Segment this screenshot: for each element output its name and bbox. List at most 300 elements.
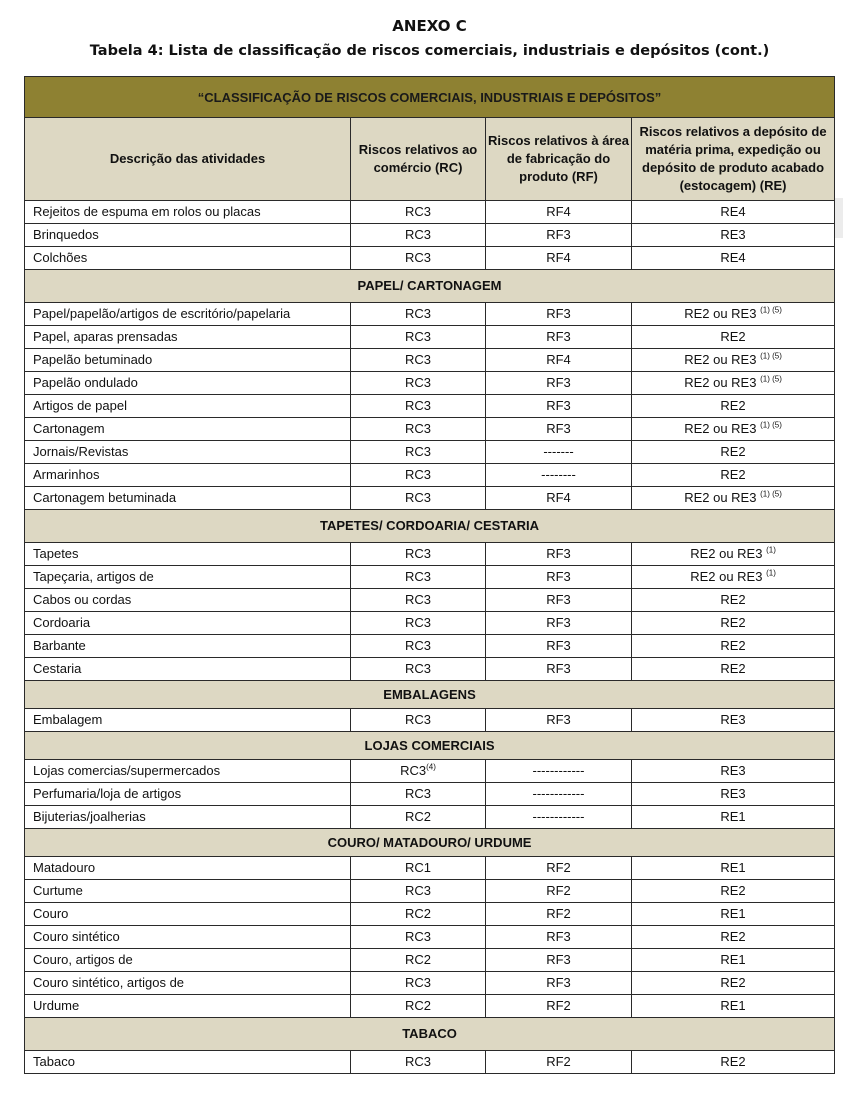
activity-description: [25, 395, 351, 418]
activity-description: [25, 201, 351, 224]
activity-description: [25, 543, 351, 566]
re-cell-text: RE2 ou RE3: [684, 421, 757, 436]
activity-description-text: Couro sintético, artigos de: [33, 975, 185, 990]
activity-description-text: Tapeçaria, artigos de: [33, 569, 154, 584]
rf-cell: [486, 612, 632, 635]
activity-description-text: Perfumaria/loja de artigos: [33, 786, 182, 801]
rf-cell-text: RF2: [546, 998, 571, 1013]
activity-description-text: Curtume: [33, 883, 83, 898]
table-row: [25, 441, 835, 464]
rc-cell: [351, 926, 486, 949]
rc-cell-text: RC3: [404, 306, 431, 321]
activity-description: [25, 487, 351, 510]
table-row: [25, 487, 835, 510]
rf-cell: [486, 247, 632, 270]
re-cell-text: RE2: [720, 444, 746, 459]
column-header-re: Riscos relativos a depósito de matéria prima, expedição ou depósito de produto acabado (estocagem) (RE): [632, 118, 835, 201]
re-cell: [632, 395, 835, 418]
table-row: [25, 857, 835, 880]
rc-cell-text: RC3: [404, 421, 431, 436]
table-row: [25, 635, 835, 658]
re-cell-text: RE4: [720, 250, 746, 265]
rc-cell-text: RC2: [404, 998, 431, 1013]
re-cell-text: RE2 ou RE3: [684, 352, 757, 367]
activity-description: [25, 464, 351, 487]
re-cell: [632, 926, 835, 949]
rc-cell-text: RC2: [404, 906, 431, 921]
activity-description-text: Papelão ondulado: [33, 375, 138, 390]
scan-shadow: [835, 198, 843, 238]
re-cell-text: RE2 ou RE3: [690, 546, 763, 561]
footnote-marker: (1) (5): [760, 305, 782, 315]
re-cell-text: RE2: [720, 398, 746, 413]
footnote-marker: (1) (5): [760, 351, 782, 361]
re-cell-text: RE2 ou RE3: [684, 375, 757, 390]
column-header-row: [25, 118, 835, 201]
re-cell-text: RE1: [720, 860, 746, 875]
re-cell-text: RE2: [720, 638, 746, 653]
rc-cell-text: RC3: [404, 352, 431, 367]
rc-cell: [351, 201, 486, 224]
rf-cell-text: RF3: [546, 615, 571, 630]
rc-cell: [351, 1051, 486, 1074]
rf-cell-text: RF3: [546, 975, 571, 990]
rf-cell-text: ------------: [532, 809, 585, 824]
table-row: [25, 349, 835, 372]
activity-description-text: Matadouro: [33, 860, 96, 875]
table-row: [25, 806, 835, 829]
table-row: [25, 612, 835, 635]
section-title: EMBALAGENS: [25, 681, 835, 709]
footnote-marker: (1) (5): [760, 489, 782, 499]
rf-cell: [486, 589, 632, 612]
table-row: [25, 303, 835, 326]
activity-description: [25, 1051, 351, 1074]
table-row: [25, 995, 835, 1018]
table-title: “CLASSIFICAÇÃO DE RISCOS COMERCIAIS, INDUSTRIAIS E DEPÓSITOS”: [25, 77, 835, 118]
rf-cell: [486, 949, 632, 972]
activity-description: [25, 372, 351, 395]
section-title: COURO/ MATADOURO/ URDUME: [25, 829, 835, 857]
rf-cell-text: RF2: [546, 1054, 571, 1069]
re-cell-text: RE1: [720, 998, 746, 1013]
rf-cell-text: RF4: [546, 352, 571, 367]
rf-cell: [486, 806, 632, 829]
re-cell: [632, 464, 835, 487]
rc-cell: [351, 709, 486, 732]
rc-cell: [351, 949, 486, 972]
table-body: [25, 201, 835, 1074]
rf-cell: [486, 201, 632, 224]
rf-cell-text: RF3: [546, 952, 571, 967]
rf-cell-text: RF2: [546, 860, 571, 875]
activity-description-text: Papel/papelão/artigos de escritório/papelaria: [33, 306, 291, 321]
footnote-marker: (1): [766, 568, 776, 578]
rc-cell: [351, 635, 486, 658]
rf-cell: [486, 543, 632, 566]
rf-cell: [486, 303, 632, 326]
table-row: [25, 418, 835, 441]
rf-cell: [486, 995, 632, 1018]
rf-cell-text: RF3: [546, 227, 571, 242]
rf-cell-text: --------: [541, 467, 576, 482]
re-cell-text: RE1: [720, 952, 746, 967]
activity-description-text: Tapetes: [33, 546, 79, 561]
rc-cell: [351, 464, 486, 487]
activity-description: [25, 589, 351, 612]
re-cell: [632, 441, 835, 464]
rf-cell: [486, 326, 632, 349]
activity-description: [25, 926, 351, 949]
activity-description-text: Cartonagem: [33, 421, 105, 436]
re-cell-text: RE2: [720, 1054, 746, 1069]
re-cell-text: RE2: [720, 592, 746, 607]
activity-description: [25, 806, 351, 829]
rc-cell-text: RC3: [404, 398, 431, 413]
rf-cell-text: ------------: [532, 763, 585, 778]
rf-cell-text: ------------: [532, 786, 585, 801]
rf-cell: [486, 783, 632, 806]
re-cell: [632, 972, 835, 995]
rc-cell-text: RC3: [404, 375, 431, 390]
activity-description-text: Rejeitos de espuma em rolos ou placas: [33, 204, 261, 219]
activity-description: [25, 709, 351, 732]
rf-cell: [486, 395, 632, 418]
risk-classification-table: [24, 76, 835, 1074]
re-cell-text: RE2: [720, 975, 746, 990]
rf-cell-text: RF3: [546, 712, 571, 727]
table-row: [25, 464, 835, 487]
rf-cell-text: RF3: [546, 592, 571, 607]
rc-cell: [351, 441, 486, 464]
activity-description-text: Couro: [33, 906, 69, 921]
activity-description: [25, 418, 351, 441]
rf-cell: [486, 441, 632, 464]
rf-cell-text: RF3: [546, 569, 571, 584]
activity-description-text: Cestaria: [33, 661, 82, 676]
rc-cell: [351, 418, 486, 441]
section-header-row: [25, 510, 835, 543]
rc-cell-text: RC3: [404, 929, 431, 944]
footnote-marker: (1) (5): [760, 374, 782, 384]
rf-cell: [486, 464, 632, 487]
rf-cell: [486, 857, 632, 880]
rf-cell: [486, 972, 632, 995]
re-cell: [632, 760, 835, 783]
activity-description: [25, 880, 351, 903]
table-row: [25, 880, 835, 903]
table-row: [25, 783, 835, 806]
activity-description: [25, 247, 351, 270]
activity-description-text: Tabaco: [33, 1054, 75, 1069]
rf-cell: [486, 658, 632, 681]
section-header-row: [25, 681, 835, 709]
activity-description: [25, 635, 351, 658]
rc-cell: [351, 224, 486, 247]
rf-cell: [486, 709, 632, 732]
rf-cell: [486, 760, 632, 783]
re-cell: [632, 612, 835, 635]
rc-cell: [351, 806, 486, 829]
rc-cell: [351, 612, 486, 635]
rf-cell-text: RF3: [546, 661, 571, 676]
activity-description: [25, 949, 351, 972]
re-cell: [632, 201, 835, 224]
re-cell: [632, 247, 835, 270]
rc-cell-text: RC3: [404, 638, 431, 653]
activity-description: [25, 349, 351, 372]
rc-cell: [351, 566, 486, 589]
rc-cell: [351, 903, 486, 926]
rc-cell: [351, 395, 486, 418]
rc-cell-text: RC2: [404, 809, 431, 824]
activity-description: [25, 326, 351, 349]
rc-cell-text: RC3: [404, 592, 431, 607]
table-row: [25, 201, 835, 224]
rc-cell-text: RC3: [404, 1054, 431, 1069]
rf-cell-text: RF3: [546, 546, 571, 561]
table-row: [25, 566, 835, 589]
re-cell: [632, 658, 835, 681]
re-cell: [632, 995, 835, 1018]
rf-cell: [486, 224, 632, 247]
rc-cell-text: RC3: [404, 444, 431, 459]
re-cell: [632, 418, 835, 441]
table-row: [25, 972, 835, 995]
re-cell: [632, 857, 835, 880]
re-cell: [632, 903, 835, 926]
section-header-row: [25, 1018, 835, 1051]
rc-cell: [351, 372, 486, 395]
activity-description-text: Armarinhos: [33, 467, 100, 482]
activity-description-text: Papel, aparas prensadas: [33, 329, 178, 344]
table-row: [25, 709, 835, 732]
rf-cell: [486, 487, 632, 510]
table-row: [25, 1051, 835, 1074]
rc-cell-text: RC2: [404, 952, 431, 967]
re-cell: [632, 487, 835, 510]
activity-description: [25, 303, 351, 326]
activity-description: [25, 903, 351, 926]
re-cell-text: RE2: [720, 883, 746, 898]
table-row: [25, 372, 835, 395]
re-cell-text: RE3: [720, 712, 746, 727]
rf-cell-text: RF3: [546, 929, 571, 944]
section-title: TAPETES/ CORDOARIA/ CESTARIA: [25, 510, 835, 543]
re-cell: [632, 303, 835, 326]
rc-cell: [351, 857, 486, 880]
activity-description: [25, 224, 351, 247]
rc-cell-text: RC3: [400, 763, 427, 778]
activity-description-text: Papelão betuminado: [33, 352, 153, 367]
table-row: [25, 543, 835, 566]
activity-description-text: Bijuterias/joalherias: [33, 809, 146, 824]
rf-cell-text: RF2: [546, 906, 571, 921]
re-cell-text: RE4: [720, 204, 746, 219]
rc-cell: [351, 543, 486, 566]
re-cell: [632, 326, 835, 349]
rf-cell: [486, 926, 632, 949]
activity-description: [25, 566, 351, 589]
re-cell: [632, 635, 835, 658]
activity-description: [25, 612, 351, 635]
rc-cell: [351, 247, 486, 270]
rf-cell-text: RF4: [546, 490, 571, 505]
re-cell: [632, 566, 835, 589]
table-row: [25, 247, 835, 270]
rf-cell-text: RF3: [546, 421, 571, 436]
activity-description: [25, 857, 351, 880]
re-cell: [632, 880, 835, 903]
rc-cell-text: RC3: [404, 661, 431, 676]
rc-cell-text: RC3: [404, 204, 431, 219]
re-cell: [632, 783, 835, 806]
re-cell-text: RE3: [720, 786, 746, 801]
rc-cell: [351, 658, 486, 681]
rf-cell-text: RF3: [546, 306, 571, 321]
re-cell-text: RE2 ou RE3: [684, 490, 757, 505]
annex-heading: ANEXO C: [392, 17, 467, 35]
section-header-row: [25, 270, 835, 303]
rf-cell: [486, 418, 632, 441]
rf-cell-text: RF3: [546, 638, 571, 653]
rc-cell-text: RC3: [404, 546, 431, 561]
rf-cell: [486, 566, 632, 589]
rf-cell: [486, 903, 632, 926]
activity-description-text: Embalagem: [33, 712, 103, 727]
table-row: [25, 926, 835, 949]
re-cell: [632, 224, 835, 247]
rf-cell: [486, 372, 632, 395]
column-header-rc: Riscos relativos ao comércio (RC): [351, 118, 486, 201]
re-cell: [632, 543, 835, 566]
re-cell: [632, 372, 835, 395]
rc-cell: [351, 303, 486, 326]
re-cell-text: RE2: [720, 329, 746, 344]
rf-cell-text: RF3: [546, 398, 571, 413]
rc-cell-text: RC3: [404, 329, 431, 344]
activity-description-text: Couro sintético: [33, 929, 120, 944]
re-cell: [632, 349, 835, 372]
column-header-rf: Riscos relativos à área de fabricação do produto (RF): [486, 118, 632, 201]
activity-description-text: Lojas comercias/supermercados: [33, 763, 221, 778]
rf-cell-text: RF3: [546, 329, 571, 344]
rc-cell: [351, 326, 486, 349]
activity-description: [25, 783, 351, 806]
footnote-marker: (1) (5): [760, 420, 782, 430]
re-cell: [632, 589, 835, 612]
rc-cell-text: RC3: [404, 786, 431, 801]
section-title: LOJAS COMERCIAIS: [25, 732, 835, 760]
table-caption: Tabela 4: Lista de classificação de riscos comerciais, industriais e depósitos (cont.): [89, 43, 770, 59]
section-title: TABACO: [25, 1018, 835, 1051]
activity-description: [25, 658, 351, 681]
rf-cell-text: RF3: [546, 375, 571, 390]
activity-description-text: Barbante: [33, 638, 86, 653]
table-row: [25, 395, 835, 418]
rf-cell: [486, 880, 632, 903]
activity-description-text: Cartonagem betuminada: [33, 490, 177, 505]
re-cell-text: RE3: [720, 227, 746, 242]
re-cell: [632, 949, 835, 972]
rf-cell: [486, 635, 632, 658]
re-cell: [632, 709, 835, 732]
rf-cell-text: RF4: [546, 204, 571, 219]
re-cell-text: RE3: [720, 763, 746, 778]
re-cell: [632, 806, 835, 829]
column-header-description: Descrição das atividades: [25, 118, 351, 201]
re-cell: [632, 1051, 835, 1074]
table-row: [25, 949, 835, 972]
rc-cell-text: RC3: [404, 227, 431, 242]
activity-description-text: Artigos de papel: [33, 398, 127, 413]
rc-cell: [351, 589, 486, 612]
rc-cell-text: RC3: [404, 490, 431, 505]
rc-cell-text: RC1: [404, 860, 431, 875]
rc-cell-text: RC3: [404, 975, 431, 990]
rc-cell: [351, 880, 486, 903]
activity-description: [25, 441, 351, 464]
activity-description: [25, 995, 351, 1018]
rc-cell-text: RC3: [404, 615, 431, 630]
rc-cell-text: RC3: [404, 712, 431, 727]
table-row: [25, 224, 835, 247]
table-row: [25, 903, 835, 926]
activity-description-text: Brinquedos: [33, 227, 99, 242]
re-cell-text: RE2 ou RE3: [690, 569, 763, 584]
rf-cell-text: RF4: [546, 250, 571, 265]
activity-description-text: Urdume: [33, 998, 80, 1013]
activity-description-text: Couro, artigos de: [33, 952, 133, 967]
rc-cell: [351, 760, 486, 783]
rc-cell-text: RC3: [404, 569, 431, 584]
table-row: [25, 658, 835, 681]
section-header-row: [25, 732, 835, 760]
rc-cell-text: RC3: [404, 883, 431, 898]
re-cell-text: RE1: [720, 809, 746, 824]
rf-cell: [486, 1051, 632, 1074]
re-cell-text: RE2: [720, 467, 746, 482]
section-title: PAPEL/ CARTONAGEM: [25, 270, 835, 303]
re-cell-text: RE1: [720, 906, 746, 921]
re-cell-text: RE2 ou RE3: [684, 306, 757, 321]
rc-cell: [351, 349, 486, 372]
re-cell-text: RE2: [720, 929, 746, 944]
rc-cell-text: RC3: [404, 250, 431, 265]
activity-description-text: Cabos ou cordas: [33, 592, 132, 607]
footnote-marker: (4): [426, 762, 436, 772]
rc-cell: [351, 487, 486, 510]
rf-cell-text: -------: [543, 444, 574, 459]
activity-description-text: Cordoaria: [33, 615, 91, 630]
rc-cell: [351, 783, 486, 806]
re-cell-text: RE2: [720, 615, 746, 630]
footnote-marker: (1): [766, 545, 776, 555]
re-cell-text: RE2: [720, 661, 746, 676]
rc-cell: [351, 972, 486, 995]
rc-cell-text: RC3: [404, 467, 431, 482]
table-row: [25, 589, 835, 612]
table-row: [25, 326, 835, 349]
rc-cell: [351, 995, 486, 1018]
activity-description: [25, 760, 351, 783]
rf-cell-text: RF2: [546, 883, 571, 898]
activity-description: [25, 972, 351, 995]
section-header-row: [25, 829, 835, 857]
activity-description-text: Jornais/Revistas: [33, 444, 129, 459]
table-row: [25, 760, 835, 783]
activity-description-text: Colchões: [33, 250, 88, 265]
